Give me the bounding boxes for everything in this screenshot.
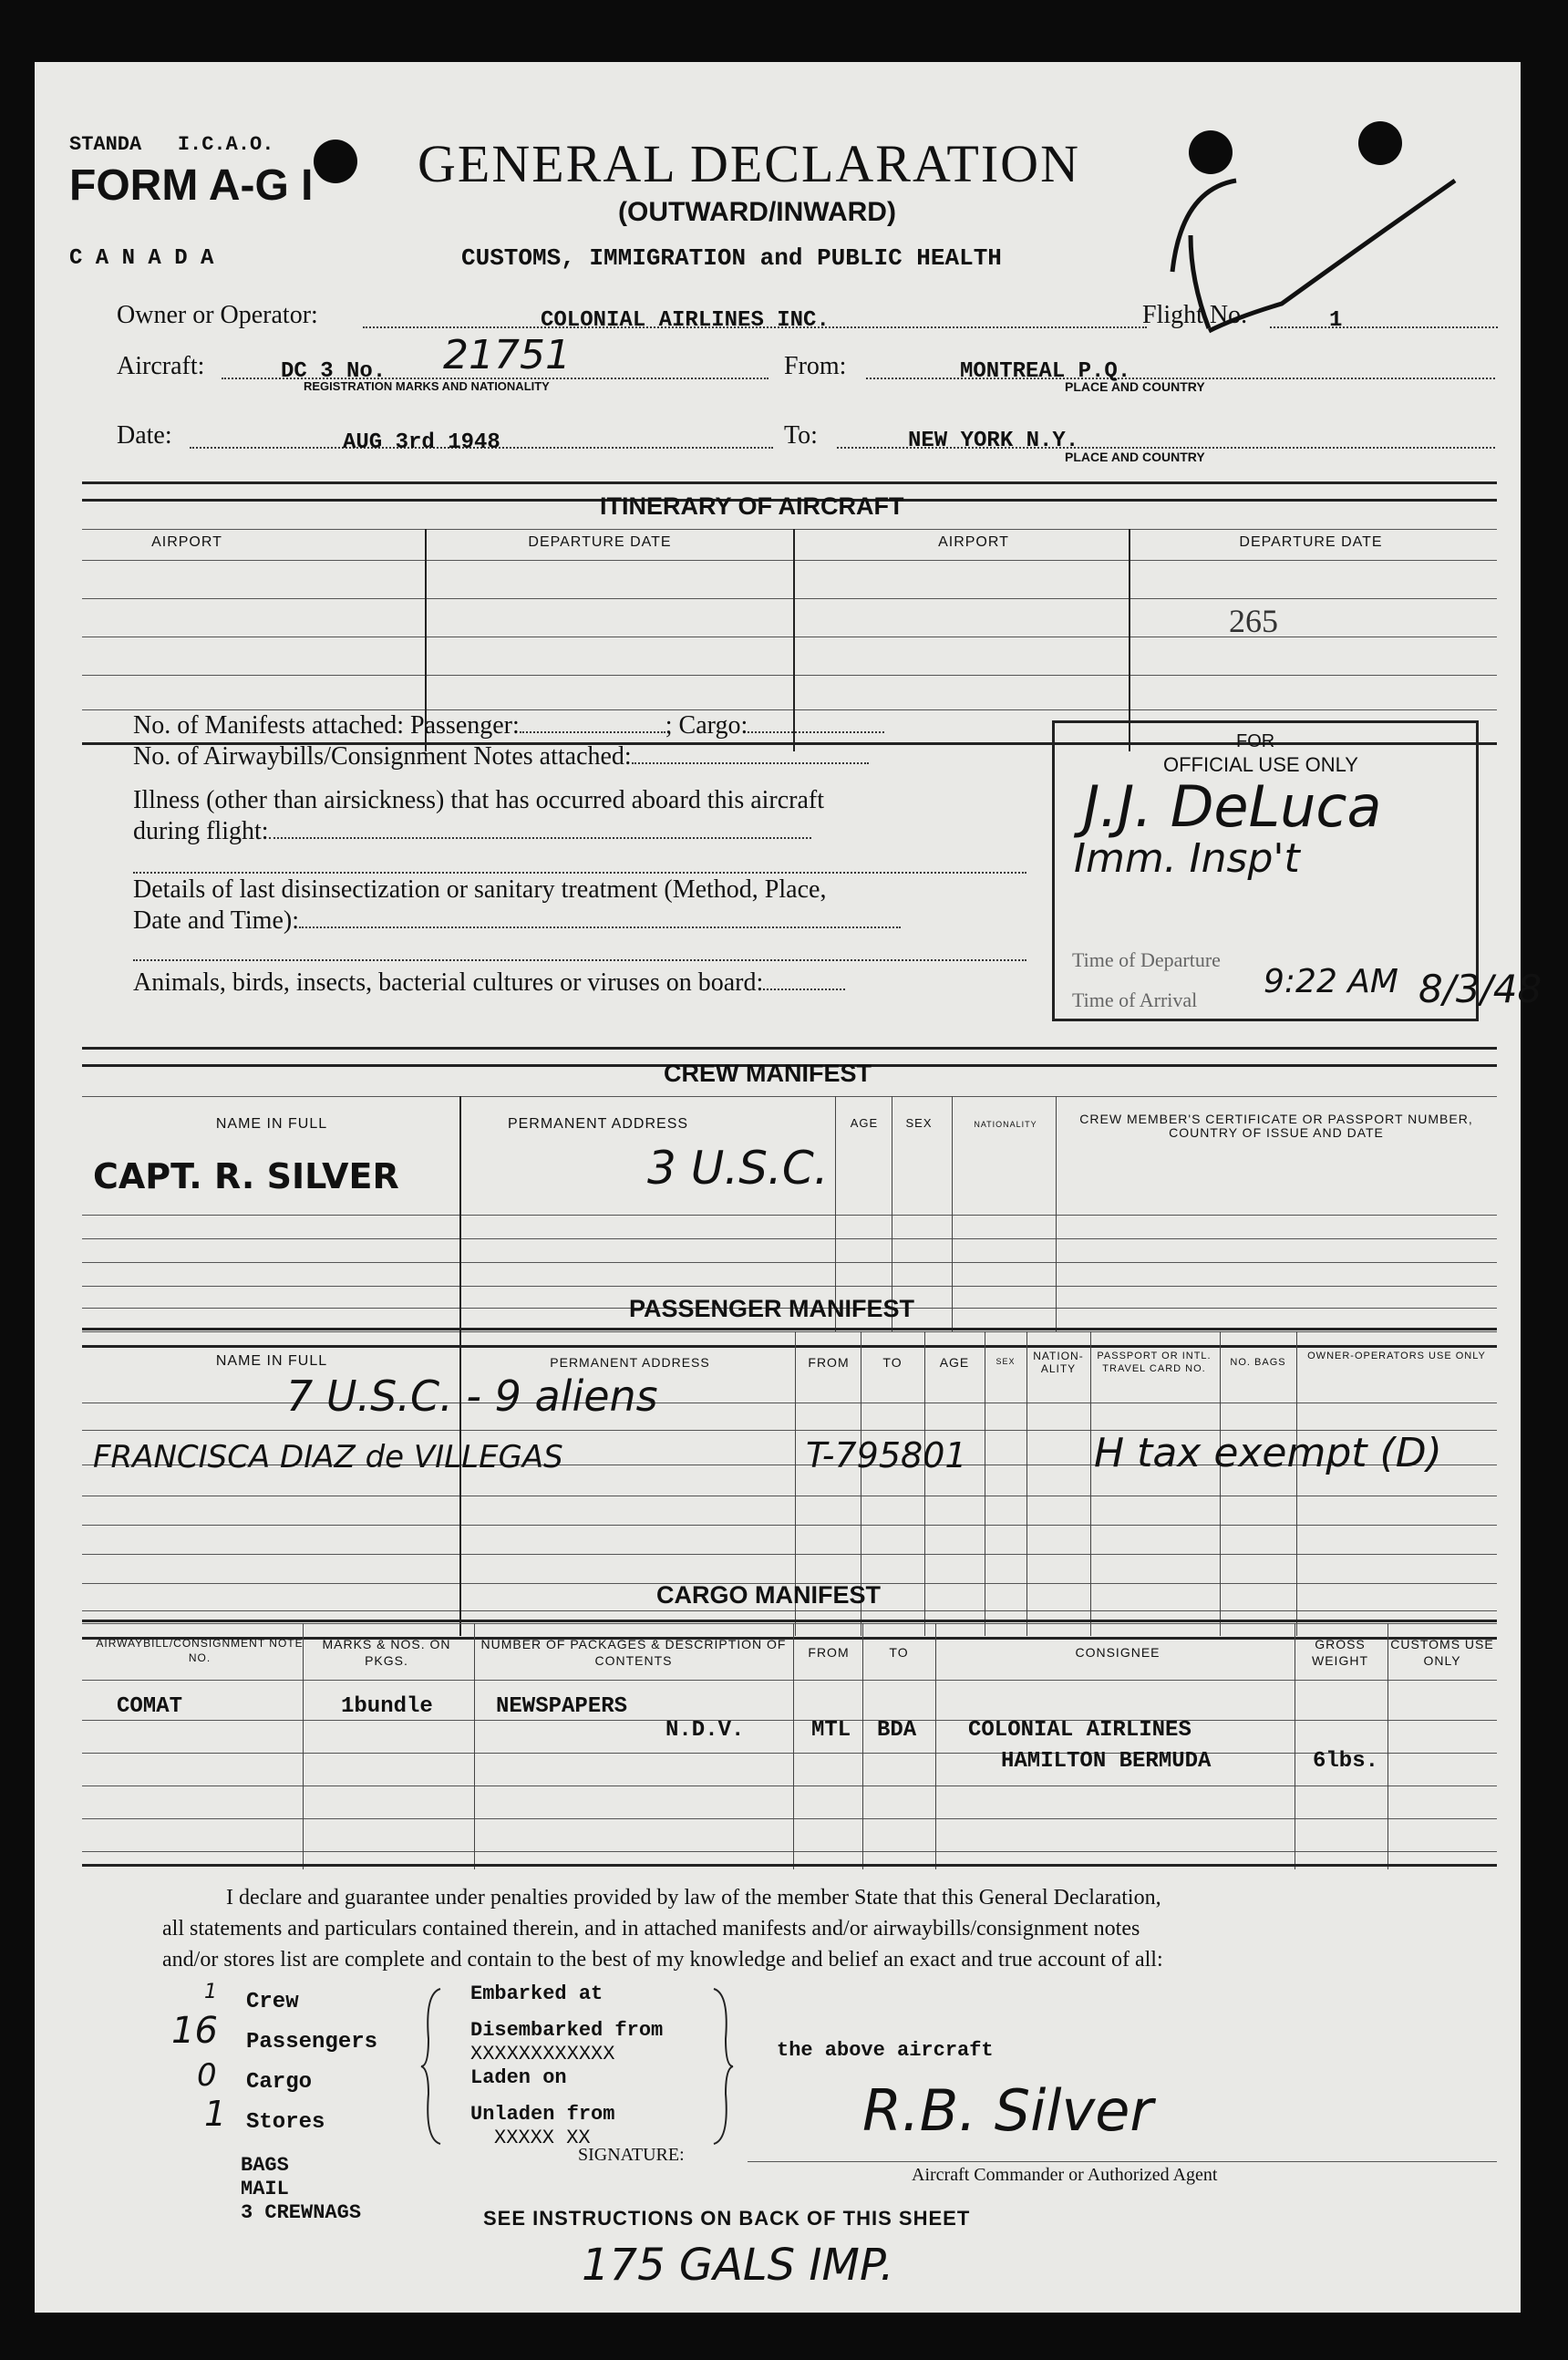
signature-label: SIGNATURE: bbox=[578, 2145, 685, 2165]
agencies-label: CUSTOMS, IMMIGRATION and PUBLIC HEALTH bbox=[461, 244, 1002, 272]
cargo-col-note: AIRWAYBILL/CONSIGNMENT NOTE NO. bbox=[96, 1637, 304, 1664]
embark-at: Embarked at bbox=[470, 1982, 603, 2005]
departure-time-label: Time of Departure bbox=[1072, 948, 1221, 971]
rule bbox=[1026, 1331, 1027, 1636]
rule bbox=[82, 1215, 1497, 1216]
to-caption: PLACE AND COUNTRY bbox=[1065, 450, 1205, 464]
rule bbox=[82, 1851, 1497, 1852]
cargo-bottom-band bbox=[82, 1864, 1497, 1872]
official-for: FOR bbox=[1236, 731, 1275, 751]
from-label: From: bbox=[784, 352, 847, 380]
item-stores: Stores bbox=[246, 2110, 325, 2135]
passenger-col-to: TO bbox=[882, 1355, 903, 1370]
official-signature: J.J. DeLuca bbox=[1083, 773, 1382, 840]
cargo-description-1: NEWSPAPERS bbox=[496, 1694, 628, 1719]
brace-left bbox=[418, 1984, 445, 2148]
cargo-to: BDA bbox=[877, 1718, 917, 1743]
owner-label: Owner or Operator: bbox=[117, 301, 318, 329]
official-title: OFFICIAL USE ONLY bbox=[1163, 753, 1358, 776]
passenger-col-name: NAME IN FULL bbox=[215, 1353, 328, 1369]
aircraft-value: DC 3 No. bbox=[281, 359, 387, 384]
cargo-col-customs: CUSTOMS USE ONLY bbox=[1390, 1637, 1494, 1668]
country-label: C A N A D A bbox=[69, 246, 214, 271]
count-cargo: 0 bbox=[197, 2057, 217, 2094]
item-passengers: Passengers bbox=[246, 2030, 378, 2055]
manifests-label: No. of Manifests attached: Passenger: ; Cargo: bbox=[133, 711, 884, 740]
rule bbox=[793, 1623, 794, 1869]
unladen-from: Unladen from bbox=[470, 2103, 615, 2126]
crew-title: CREW MANIFEST bbox=[664, 1060, 872, 1087]
declaration-line-2: all statements and particulars contained therein, and in attached manifests and/or airwaybills/consignment notes bbox=[162, 1917, 1140, 1941]
rule bbox=[82, 1753, 1497, 1754]
crew-col-certificate: CREW MEMBER'S CERTIFICATE OR PASSPORT NUMBER, COUNTRY OF ISSUE AND DATE bbox=[1079, 1112, 1473, 1140]
passenger-title: PASSENGER MANIFEST bbox=[629, 1295, 915, 1322]
cargo-description-2: N.D.V. bbox=[665, 1718, 745, 1743]
passenger-name-1: FRANCISCA DIAZ de VILLEGAS bbox=[93, 1439, 563, 1475]
passenger-passport-1: T-795801 bbox=[806, 1435, 967, 1475]
aircraft-label: Aircraft: bbox=[117, 352, 205, 380]
disinsect-label-2: Date and Time): bbox=[133, 906, 901, 936]
crew-address-1: 3 U.S.C. bbox=[647, 1142, 829, 1195]
declaration-line-1: I declare and guarantee under penalties provided by law of the member State that this General Declaration, bbox=[226, 1886, 1161, 1910]
rule bbox=[133, 959, 1026, 961]
date-value: AUG 3rd 1948 bbox=[343, 430, 500, 455]
cargo-note-no: COMAT bbox=[117, 1694, 183, 1719]
rule bbox=[82, 1525, 1497, 1526]
extra-bags: BAGS bbox=[241, 2154, 289, 2177]
cargo-title: CARGO MANIFEST bbox=[656, 1581, 881, 1609]
crew-col-nationality: NATIONALITY bbox=[974, 1120, 1037, 1129]
passenger-col-sex: SEX bbox=[995, 1357, 1016, 1366]
rule bbox=[1129, 529, 1130, 751]
extra-mail: MAIL bbox=[241, 2178, 289, 2200]
rule bbox=[474, 1623, 475, 1869]
item-crew: Crew bbox=[246, 1990, 299, 2014]
illness-label-2: during flight: bbox=[133, 817, 811, 846]
disembark-struck: XXXXXXXXXXXX bbox=[470, 2043, 615, 2065]
rule bbox=[1220, 1331, 1221, 1636]
passenger-note-1: H tax exempt (D) bbox=[1094, 1430, 1442, 1476]
punch-hole bbox=[314, 140, 357, 183]
rule bbox=[82, 1238, 1497, 1239]
commander-signature: R.B. Silver bbox=[862, 2077, 1153, 2144]
laden-on: Laden on bbox=[470, 2066, 567, 2089]
rule bbox=[82, 560, 1497, 561]
from-value: MONTREAL P.Q. bbox=[960, 359, 1131, 384]
rule bbox=[82, 1331, 1497, 1332]
arrival-date: 8/3/48 bbox=[1418, 967, 1542, 1011]
cargo-consignee-1: COLONIAL AIRLINES bbox=[968, 1718, 1191, 1743]
cargo-col-to: TO bbox=[889, 1645, 909, 1660]
cargo-col-weight: GROSS WEIGHT bbox=[1312, 1637, 1368, 1668]
passenger-col-address: PERMANENT ADDRESS bbox=[550, 1355, 710, 1370]
crew-col-sex: SEX bbox=[905, 1116, 933, 1130]
cargo-col-consignee: CONSIGNEE bbox=[1075, 1645, 1161, 1660]
airwaybills-label: No. of Airwaybills/Consignment Notes attached: bbox=[133, 742, 869, 771]
aircraft-caption: REGISTRATION MARKS AND NATIONALITY bbox=[304, 379, 550, 393]
rule bbox=[1296, 1331, 1297, 1636]
cargo-consignee-2: HAMILTON BERMUDA bbox=[1001, 1749, 1212, 1774]
declaration-extras bbox=[241, 2154, 361, 2225]
rule bbox=[82, 1286, 1497, 1287]
cargo-col-marks: MARKS & NOS. ON PKGS. bbox=[322, 1637, 451, 1668]
itinerary-title: ITINERARY OF AIRCRAFT bbox=[600, 492, 904, 520]
rule bbox=[748, 2161, 1497, 2162]
above-aircraft: the above aircraft bbox=[777, 2039, 994, 2062]
form-number: FORM A-G I bbox=[69, 161, 314, 210]
rule bbox=[924, 1331, 925, 1636]
disinsect-label-1: Details of last disinsectization or sanitary treatment (Method, Place, bbox=[133, 875, 827, 904]
rule bbox=[82, 1818, 1497, 1819]
to-label: To: bbox=[784, 421, 818, 450]
date-label: Date: bbox=[117, 421, 172, 450]
arrival-time-label: Time of Arrival bbox=[1072, 989, 1198, 1011]
declaration-form bbox=[35, 62, 1542, 2313]
from-caption: PLACE AND COUNTRY bbox=[1065, 379, 1205, 394]
cargo-from: MTL bbox=[811, 1718, 851, 1743]
rule bbox=[82, 1554, 1497, 1555]
passenger-col-owner: OWNER-OPERATORS USE ONLY bbox=[1307, 1351, 1486, 1361]
crew-col-age: AGE bbox=[850, 1116, 879, 1130]
crew-col-name: NAME IN FULL bbox=[215, 1116, 328, 1132]
to-value: NEW YORK N.Y. bbox=[908, 429, 1079, 453]
passenger-col-bags: NO. BAGS bbox=[1230, 1357, 1286, 1368]
rule bbox=[82, 1623, 1497, 1624]
rule bbox=[82, 529, 1497, 530]
cargo-col-from: FROM bbox=[808, 1645, 850, 1660]
illness-label-1: Illness (other than airsickness) that has occurred aboard this aircraft bbox=[133, 786, 825, 814]
rule bbox=[1090, 1331, 1091, 1636]
cargo-col-description: NUMBER OF PACKAGES & DESCRIPTION OF CONTENTS bbox=[480, 1637, 787, 1668]
fuel-note: 175 GALS IMP. bbox=[582, 2240, 894, 2291]
count-stores: 1 bbox=[204, 2094, 227, 2134]
owner-value: COLONIAL AIRLINES INC. bbox=[541, 308, 830, 333]
rule bbox=[1387, 1623, 1388, 1869]
itinerary-col-airport-2: AIRPORT bbox=[938, 534, 1009, 550]
arrival-time: 9:22 AM bbox=[1264, 963, 1398, 1000]
itinerary-stamp: 265 bbox=[1229, 603, 1278, 639]
declaration-items bbox=[246, 1982, 377, 2143]
rule bbox=[82, 598, 1497, 599]
official-title-signature: Imm. Insp't bbox=[1074, 835, 1300, 882]
crew-name-1: CAPT. R. SILVER bbox=[93, 1156, 399, 1196]
rule bbox=[82, 1262, 1497, 1263]
rule bbox=[82, 709, 1497, 710]
passenger-col-from: FROM bbox=[808, 1355, 850, 1370]
rule bbox=[303, 1623, 304, 1869]
flight-line bbox=[1270, 326, 1498, 328]
passenger-col-passport: PASSPORT OR INTL. TRAVEL CARD NO. bbox=[1097, 1351, 1212, 1374]
unladen-struck: XXXXX XX bbox=[494, 2127, 591, 2149]
embark-list bbox=[470, 1982, 663, 2150]
brace-right bbox=[709, 1984, 737, 2148]
count-passengers: 16 bbox=[171, 2010, 218, 2052]
passenger-col-nationality: NATION-ALITY bbox=[1033, 1350, 1084, 1375]
rule bbox=[952, 1096, 953, 1331]
rule bbox=[82, 1680, 1497, 1681]
count-crew: 1 bbox=[204, 1981, 217, 2003]
rule bbox=[82, 1610, 1497, 1611]
item-cargo: Cargo bbox=[246, 2070, 313, 2095]
rule bbox=[82, 675, 1497, 676]
flight-label: Flight No. bbox=[1142, 301, 1248, 329]
itinerary-col-airport-1: AIRPORT bbox=[151, 534, 222, 550]
itinerary-col-date-2: DEPARTURE DATE bbox=[1239, 534, 1383, 550]
standard-label: STANDA I.C.A.O. bbox=[69, 133, 274, 156]
rule bbox=[862, 1623, 863, 1869]
passenger-col-age: AGE bbox=[939, 1355, 970, 1370]
declaration-line-3: and/or stores list are complete and contain to the best of my knowledge and belief an exact and true account of all: bbox=[162, 1948, 1163, 1972]
disembark-from: Disembarked from bbox=[470, 2019, 664, 2042]
rule bbox=[459, 1096, 461, 1331]
rule bbox=[82, 1096, 1497, 1097]
rule bbox=[1056, 1096, 1057, 1331]
cargo-marks: 1bundle bbox=[341, 1694, 433, 1719]
itinerary-col-date-1: DEPARTURE DATE bbox=[528, 534, 672, 550]
form-subtitle: (OUTWARD/INWARD) bbox=[618, 197, 896, 227]
cargo-weight: 6lbs. bbox=[1313, 1749, 1379, 1774]
form-title: GENERAL DECLARATION bbox=[418, 134, 1080, 193]
flight-value: 1 bbox=[1329, 308, 1343, 333]
rule bbox=[133, 872, 1026, 874]
instructions-note: SEE INSTRUCTIONS ON BACK OF THIS SHEET bbox=[483, 2207, 971, 2230]
crew-col-address: PERMANENT ADDRESS bbox=[507, 1116, 689, 1132]
extra-crewbags: 3 CREWNAGS bbox=[241, 2201, 362, 2224]
animals-label: Animals, birds, insects, bacterial cultures or viruses on board: bbox=[133, 968, 845, 998]
passenger-summary: 7 U.S.C. - 9 aliens bbox=[286, 1371, 658, 1421]
rule bbox=[82, 1720, 1497, 1721]
aircraft-number: 21751 bbox=[443, 332, 571, 378]
rule bbox=[935, 1623, 936, 1869]
signer-caption: Aircraft Commander or Authorized Agent bbox=[912, 2165, 1218, 2185]
